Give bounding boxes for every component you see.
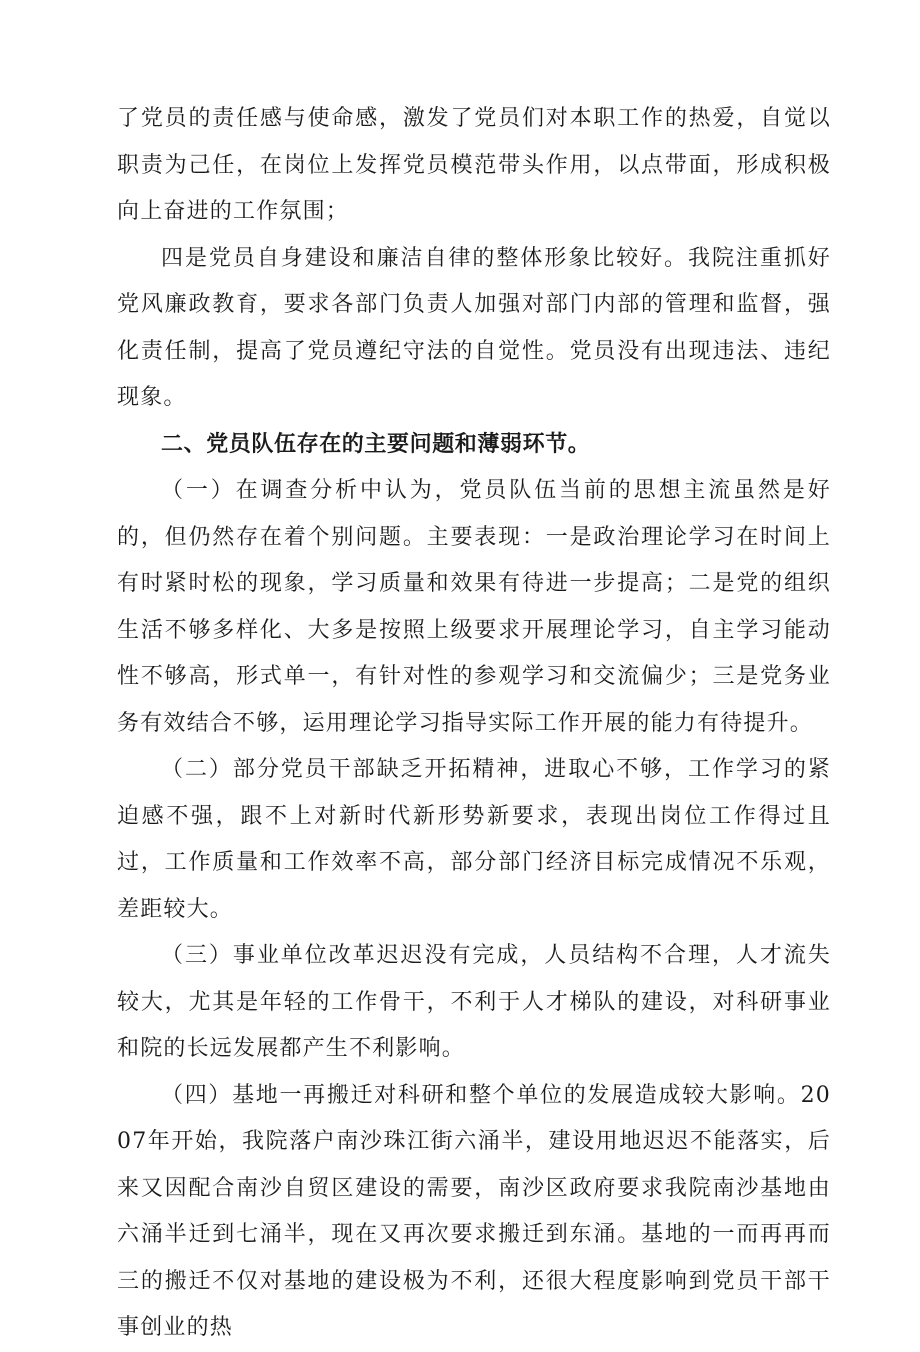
paragraph-continuation: 了党员的责任感与使命感，激发了党员们对本职工作的热爱，自觉以职责为己任，在岗位上发挥党员模范带头作用，以点带面，形成积极向上奋进的工作氛围； <box>117 106 831 224</box>
paragraph-self-discipline: 四是党员自身建设和廉洁自律的整体形象比较好。我院注重抓好党风廉政教育，要求各部门负责人加强对部门内部的管理和监督，强化责任制，提高了党员遵纪守法的自觉性。党员没有出现违法、违纪现象。 <box>117 245 831 410</box>
paragraph-issue-3: （三）事业单位改革迟迟没有完成，人员结构不合理，人才流失较大，尤其是年轻的工作骨干，不利于人才梯队的建设，对科研事业和院的长远发展都产生不利影响。 <box>117 943 831 1061</box>
paragraph-issue-2: （二）部分党员干部缺乏开拓精神，进取心不够，工作学习的紧迫感不强，跟不上对新时代新形势新要求，表现出岗位工作得过且过，工作质量和工作效率不高，部分部门经济目标完成情况不乐观，差距较大。 <box>117 757 831 922</box>
section-heading: 二、党员队伍存在的主要问题和薄弱环节。 <box>161 431 591 457</box>
document-body <box>117 96 831 1352</box>
paragraph-issue-1: （一）在调查分析中认为，党员队伍当前的思想主流虽然是好的，但仍然存在着个别问题。主要表现：一是政治理论学习在时间上有时紧时松的现象，学习质量和效果有待进一步提高；二是党的组织生活不够多样化、大多是按照上级要求开展理论学习，自主学习能动性不够高，形式单一，有针对性的参观学习和交流偏少；三是党务业务有效结合不够，运用理论学习指导实际工作开展的能力有待提升。 <box>117 478 831 736</box>
paragraph-issue-4: （四）基地一再搬迁对科研和整个单位的发展造成较大影响。2007年开始，我院落户南沙珠江街六涌半，建设用地迟迟不能落实，后来又因配合南沙自贸区建设的需要，南沙区政府要求我院南沙基地由六涌半迁到七涌半，现在又再次要求搬迁到东涌。基地的一而再再而三的搬迁不仅对基地的建设极为不利，还很大程度影响到党员干部干事创业的热 <box>117 1082 831 1340</box>
